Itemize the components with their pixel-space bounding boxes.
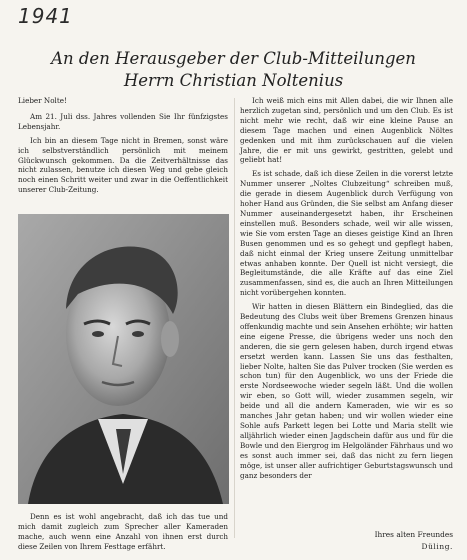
left-paragraph-2: Ich bin an diesem Tage nicht in Bremen, sonst wäre ich selbstverständlich persönlich mit meinem Glückwunsch gekommen. Da die Zeitverhältnisse das nicht zulassen, benutze ich diesen Weg und gebe gleich noch einen Schritt weiter und zwar in die Oeffentlichkeit unserer Club-Zeitung. [18,135,228,195]
title-line-1: An den Herausgeber der Club-Mitteilungen [51,49,416,68]
right-paragraph-3: Wir hatten in diesen Blättern ein Bindeglied, das die Bedeutung des Clubs weit über Bremens Grenzen hinaus offenkundig machte und sein Ansehen erhöhte; wir hatten eine eigene Presse, die übrigens weder uns noch den anderen, die sie gern gelesen haben, durch irgend etwas ersetzt werden kann. Lassen Sie uns das festhalten, lieber Nolte, halten Sie das Pulver trocken (Sie werden es schon tun) für den Augenblick, wo uns der Friede die erste Nordseewoche wieder segeln läßt. Und die wollen wir eben, so Gott will, wieder zusammen segeln, wir beide und all die andern Kameraden, wie wir es so manches Jahr getan haben; und wir wollen wieder eine Sohle aufs Parkett legen bei Lotte und Maria stellt wie alljährlich wieder einen Jagdschein dafür aus und für die Bowle und den Eiergrog im Helgoländer Fährhaus und wo es sonst auch immer sei, daß das nicht zu fern liegen möge, ist unser aller aufrichtiger Geburtstagswunsch und ganz besonders der [240,302,453,480]
portrait-illustration [18,214,229,504]
column-divider [234,98,235,538]
right-paragraph-1: Ich weiß mich eins mit Allen dabei, die wir Ihnen alle herzlich zugetan sind, persönlich und um den Club. Es ist nicht mehr wie recht, daß wir eine kleine Pause an diesem Tage machen und einen Augenblick Nöltes gedenken und mit ihm zurückschauen auf die vielen Jahre, die er mit uns gewirkt, gestritten, gelebt und geliebt hat! [240,96,453,165]
salutation: Lieber Nolte! [18,96,67,105]
left-closing-paragraph: Denn es ist wohl angebracht, daß ich das tue und mich damit zugleich zum Sprecher aller Kameraden mache, auch wenn eine Anzahl von ihnen erst durch diese Zeilen von Ihrem Festtage erfährt. [18,512,228,551]
title-line-2: Herrn Christian Noltenius [123,71,344,90]
signature-line-1: Ihres alten Freundes [374,530,453,539]
signature-name: Düling. [421,542,453,551]
portrait-photo [18,214,229,504]
right-column [240,96,453,484]
left-closing [18,512,228,552]
left-paragraph-1: Am 21. Juli dss. Jahres vollenden Sie Ihr fünfzigstes Lebensjahr. [18,111,228,131]
left-column [18,96,228,199]
handwritten-year: 1941 [18,4,73,28]
right-paragraph-2: Es ist schade, daß ich diese Zeilen in die vorerst letzte Nummer unserer „Noltes Clubzeitung“ schreiben muß, die gerade in diesem Augenblick durch Verfügung von hoher Hand aus Gründen, die Sie selbst am Anfang dieser Nummer auseinandergesetzt haben, ihr Erscheinen einstellen muß. Besonders schade, weil wir alle wissen, wie Sie vom ersten Tage an dieses geistige Kind an Ihren Busen genommen und es so gehegt und gepflegt haben, daß nicht einmal der Krieg unsere Zeitung unmittelbar etwas anhaben konnte. Der Quell ist nicht versiegt, die Begleitumstände, die alle Kräfte auf das eine Ziel zusammenfassen, sind es, die auch an Ihren Mitteilungen nicht vorübergehen konnten. [240,169,453,298]
